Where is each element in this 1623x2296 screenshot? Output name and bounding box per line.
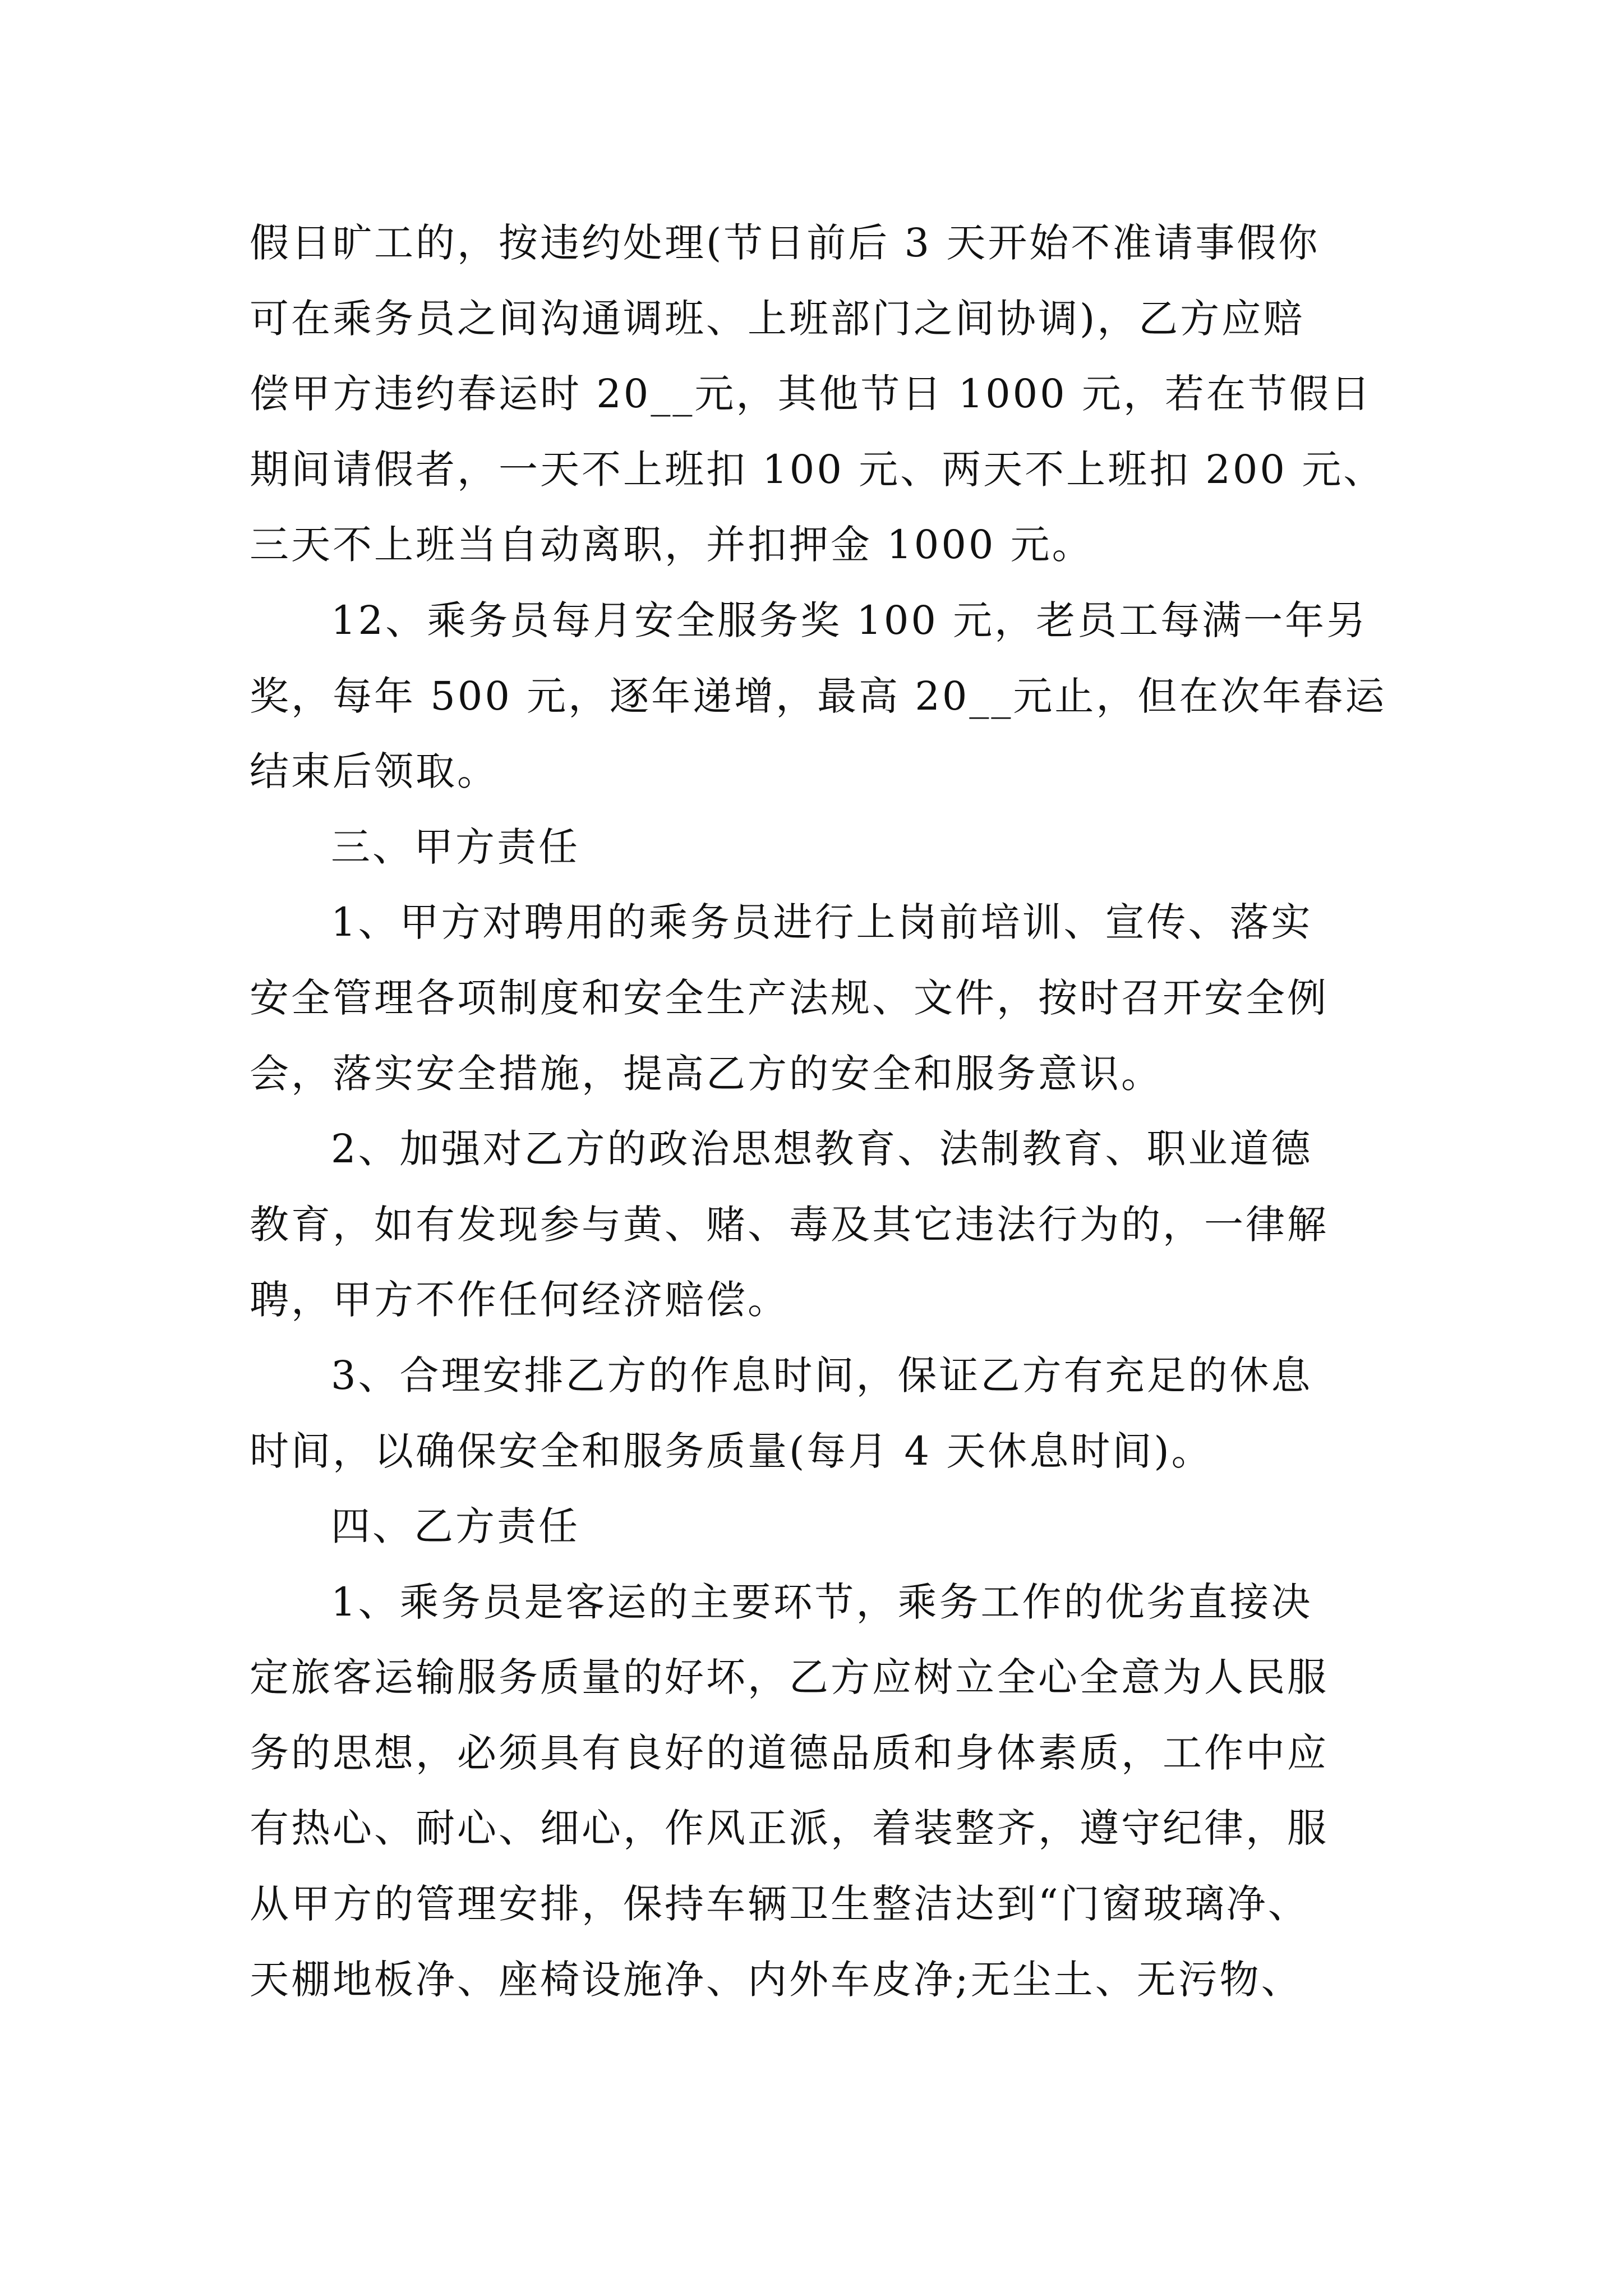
text-line: 从甲方的管理安排，保持车辆卫生整洁达到“门窗玻璃净、 xyxy=(250,1881,1310,1927)
text-line: 教育，如有发现参与黄、赌、毒及其它违法行为的，一律解 xyxy=(250,1201,1329,1248)
text-line: 1、乘务员是客运的主要环节，乘务工作的优劣直接决 xyxy=(331,1579,1313,1625)
text-line: 三天不上班当自动离职，并扣押金 1000 元。 xyxy=(250,522,1094,568)
text-line: 时间，以确保安全和服务质量(每月 4 天休息时间)。 xyxy=(250,1428,1213,1474)
text-line: 3、合理安排乙方的作息时间，保证乙方有充足的休息 xyxy=(331,1352,1313,1398)
text-line: 三、甲方责任 xyxy=(331,823,580,870)
text-line: 务的思想，必须具有良好的道德品质和身体素质，工作中应 xyxy=(250,1729,1329,1776)
text-line: 聘，甲方不作任何经济赔偿。 xyxy=(250,1277,789,1323)
text-line: 期间请假者，一天不上班扣 100 元、两天不上班扣 200 元、 xyxy=(250,446,1385,493)
document-body xyxy=(250,205,1394,2017)
text-line: 会，落实安全措施，提高乙方的安全和服务意识。 xyxy=(250,1050,1163,1097)
text-line: 定旅客运输服务质量的好坏，乙方应树立全心全意为人民服 xyxy=(250,1654,1329,1701)
text-line: 偿甲方违约春运时 20__元，其他节日 1000 元，若在节假日 xyxy=(250,371,1372,417)
text-line: 有热心、耐心、细心，作风正派，着装整齐，遵守纪律，服 xyxy=(250,1805,1329,1852)
text-line: 2、加强对乙方的政治思想教育、法制教育、职业道德 xyxy=(331,1126,1313,1172)
text-line: 假日旷工的，按违约处理(节日前后 3 天开始不准请事假你 xyxy=(250,220,1320,266)
text-line: 可在乘务员之间沟通调班、上班部门之间协调)，乙方应赔 xyxy=(250,295,1305,342)
text-line: 结束后领取。 xyxy=(250,748,499,795)
text-line: 天棚地板净、座椅设施净、内外车皮净;无尘土、无污物、 xyxy=(250,1956,1303,2003)
text-line: 12、乘务员每月安全服务奖 100 元，老员工每满一年另 xyxy=(331,597,1368,643)
text-line: 奖，每年 500 元，逐年递增，最高 20__元止，但在次年春运 xyxy=(250,673,1387,719)
text-line: 安全管理各项制度和安全生产法规、文件，按时召开安全例 xyxy=(250,974,1329,1021)
text-line: 四、乙方责任 xyxy=(331,1503,580,1550)
text-line: 1、甲方对聘用的乘务员进行上岗前培训、宣传、落实 xyxy=(331,899,1313,946)
